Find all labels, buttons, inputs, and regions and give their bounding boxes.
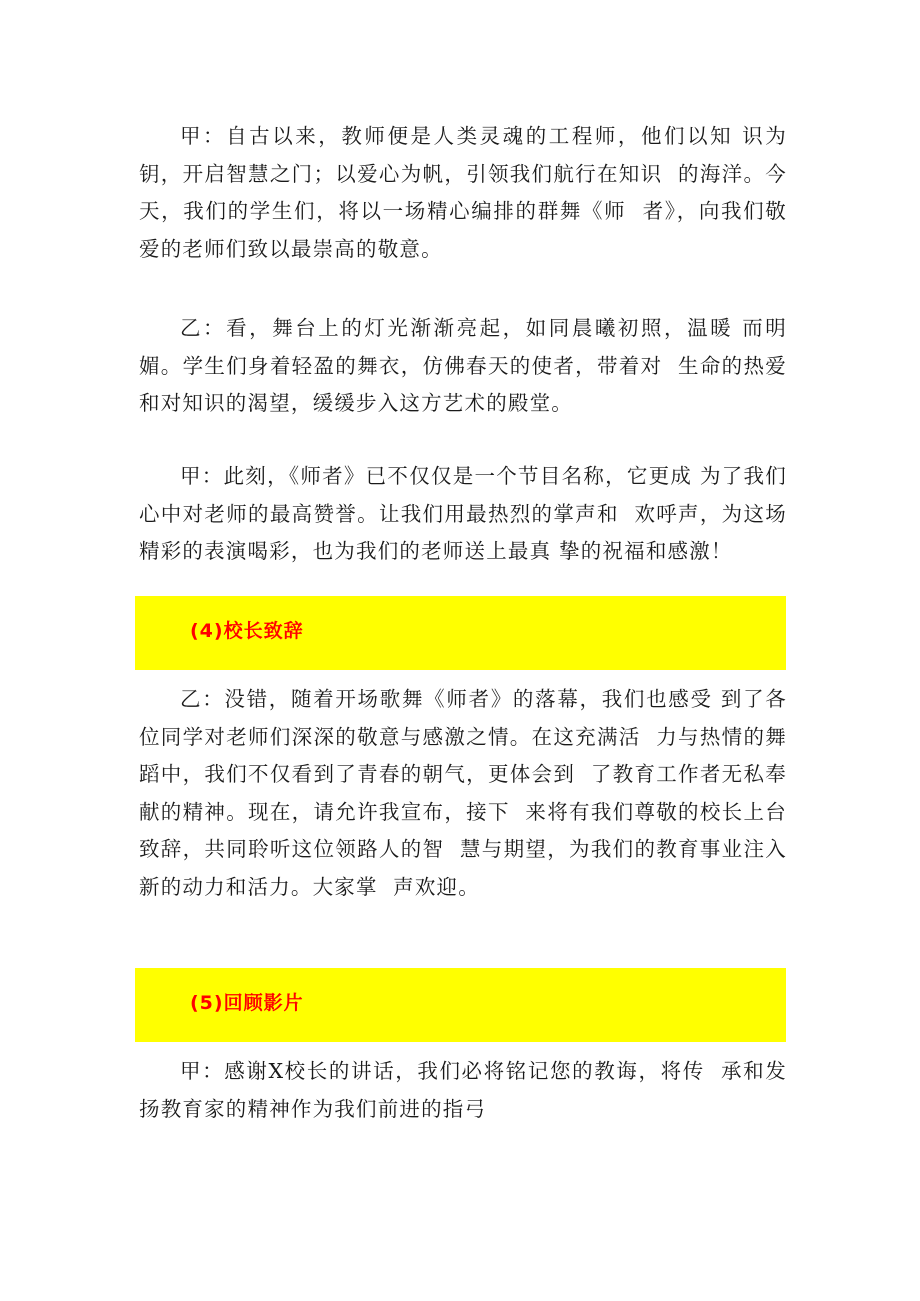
paragraph-principal-intro: 乙：没错，随着开场歌舞《师者》的落幕，我们也感受 到了各位同学对老师们深深的敬意与感激之情。在这充满活 力与热情的舞蹈中，我们不仅看到了青春的朝气，更体会到 了教育工作者无私奉献的精神。现在，请允许我宣布，接下 来将有我们尊敬的校长上台致辞，共同聆听这位领路人的智 慧与期望，为我们的教育事业注入新的动力和活力。大家掌 声欢迎。 xyxy=(139,687,787,899)
paragraph-stage-lights: 乙：看，舞台上的灯光渐渐亮起，如同晨曦初照，温暖 而明媚。学生们身着轻盈的舞衣，仿佛春天的使者，带着对 生命的热爱和对知识的渴望，缓缓步入这方艺术的殿堂。 xyxy=(139,316,787,415)
section-heading-review-film: (5)回顾影片 xyxy=(190,992,304,1014)
section-heading-principal-speech: (4)校长致辞 xyxy=(190,620,304,642)
paragraph-opening: 甲：自古以来，教师便是人类灵魂的工程师，他们以知 识为钥，开启智慧之门；以爱心为帆，引领我们航行在知识 的海洋。今天，我们的学生们，将以一场精心编排的群舞《师 者》，向我们敬爱的老师们致以最崇高的敬意。 xyxy=(139,124,787,261)
paragraph-thanks-principal: 甲：感谢X校长的讲话，我们必将铭记您的教诲，将传 承和发扬教育家的精神作为我们前进的指弓 xyxy=(139,1059,787,1121)
paragraph-shizhe-praise: 甲：此刻，《师者》已不仅仅是一个节目名称，它更成 为了我们心中对老师的最高赞誉。让我们用最热烈的掌声和 欢呼声，为这场精彩的表演喝彩，也为我们的老师送上最真 挚的祝福和感激！ xyxy=(139,464,787,563)
